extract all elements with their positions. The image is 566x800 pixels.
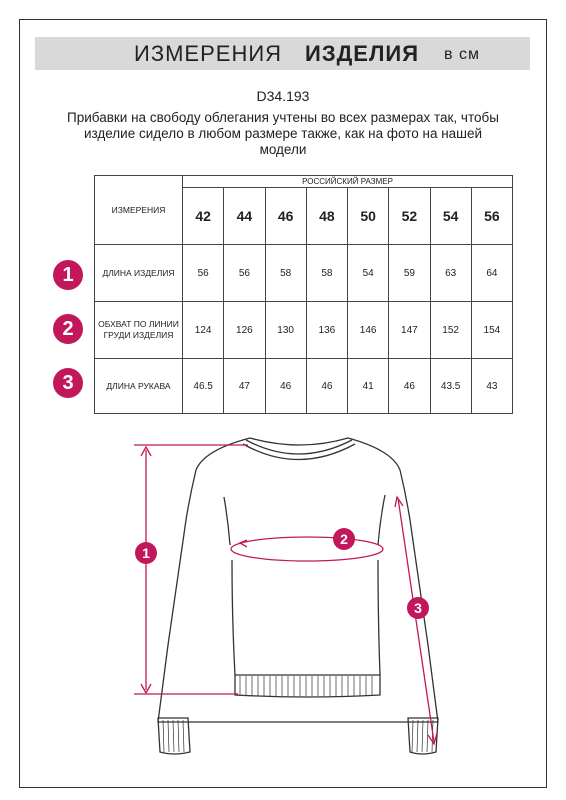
size-system-header: РОССИЙСКИЙ РАЗМЕР [183, 176, 513, 188]
table-row [95, 359, 513, 414]
table-cell: 43 [471, 359, 512, 414]
size-header: 48 [306, 188, 347, 245]
fit-note: Прибавки на свободу облегания учтены во всех размерах так, чтобы изделие сидело в любом размере также, как на фото на нашей модели [67, 110, 499, 157]
sweater-diagram [0, 425, 566, 765]
chest-arrowhead [240, 540, 247, 547]
table-cell: 41 [348, 359, 389, 414]
row-number-badge: 1 [53, 260, 83, 290]
table-cell: 63 [430, 245, 471, 302]
table-cell: 56 [183, 245, 224, 302]
size-header: 50 [348, 188, 389, 245]
table-cell: 46 [306, 359, 347, 414]
collar-rib [243, 440, 355, 460]
size-header: 56 [471, 188, 512, 245]
row-label: ДЛИНА ИЗДЕЛИЯ [95, 245, 183, 302]
header-unit: в см [444, 46, 480, 63]
table-cell: 46.5 [183, 359, 224, 414]
left-sleeve-inner [224, 497, 235, 675]
size-header: 42 [183, 188, 224, 245]
row-number-badge: 2 [53, 314, 83, 344]
table-cell: 136 [306, 302, 347, 359]
row-number-badge: 3 [53, 368, 83, 398]
hem-rib [235, 675, 380, 697]
table-cell: 152 [430, 302, 471, 359]
sleeve-marker: 3 [407, 597, 429, 619]
chest-ellipse [231, 537, 383, 561]
table-cell: 58 [265, 245, 306, 302]
table-cell: 59 [389, 245, 430, 302]
length-marker: 1 [135, 542, 157, 564]
table-row [95, 302, 513, 359]
table-cell: 124 [183, 302, 224, 359]
size-header: 46 [265, 188, 306, 245]
size-header: 44 [224, 188, 265, 245]
table-cell: 130 [265, 302, 306, 359]
header-title-light: ИЗМЕРЕНИЯ [134, 41, 283, 66]
sweater-body-outline [158, 438, 438, 722]
measurements-header: ИЗМЕРЕНИЯ [95, 176, 183, 245]
table-cell: 126 [224, 302, 265, 359]
sleeve-arrow [398, 498, 434, 742]
right-sleeve-inner [378, 495, 385, 675]
table-cell: 146 [348, 302, 389, 359]
table-cell: 47 [224, 359, 265, 414]
table-cell: 58 [306, 245, 347, 302]
table-cell: 43.5 [430, 359, 471, 414]
header-title-bold: ИЗДЕЛИЯ [305, 41, 420, 66]
table-header-row [95, 176, 513, 188]
size-header: 54 [430, 188, 471, 245]
table-cell: 147 [389, 302, 430, 359]
size-header: 52 [389, 188, 430, 245]
row-label: ОБХВАТ ПО ЛИНИИ ГРУДИ ИЗДЕЛИЯ [95, 302, 183, 359]
table-cell: 54 [348, 245, 389, 302]
size-table [94, 175, 513, 414]
table-cell: 46 [389, 359, 430, 414]
chest-marker: 2 [333, 528, 355, 550]
table-cell: 46 [265, 359, 306, 414]
table-row [95, 245, 513, 302]
table-cell: 64 [471, 245, 512, 302]
rib-lines [163, 676, 433, 752]
row-label: ДЛИНА РУКАВА [95, 359, 183, 414]
table-cell: 154 [471, 302, 512, 359]
article-number: D34.193 [256, 88, 310, 104]
table-cell: 56 [224, 245, 265, 302]
